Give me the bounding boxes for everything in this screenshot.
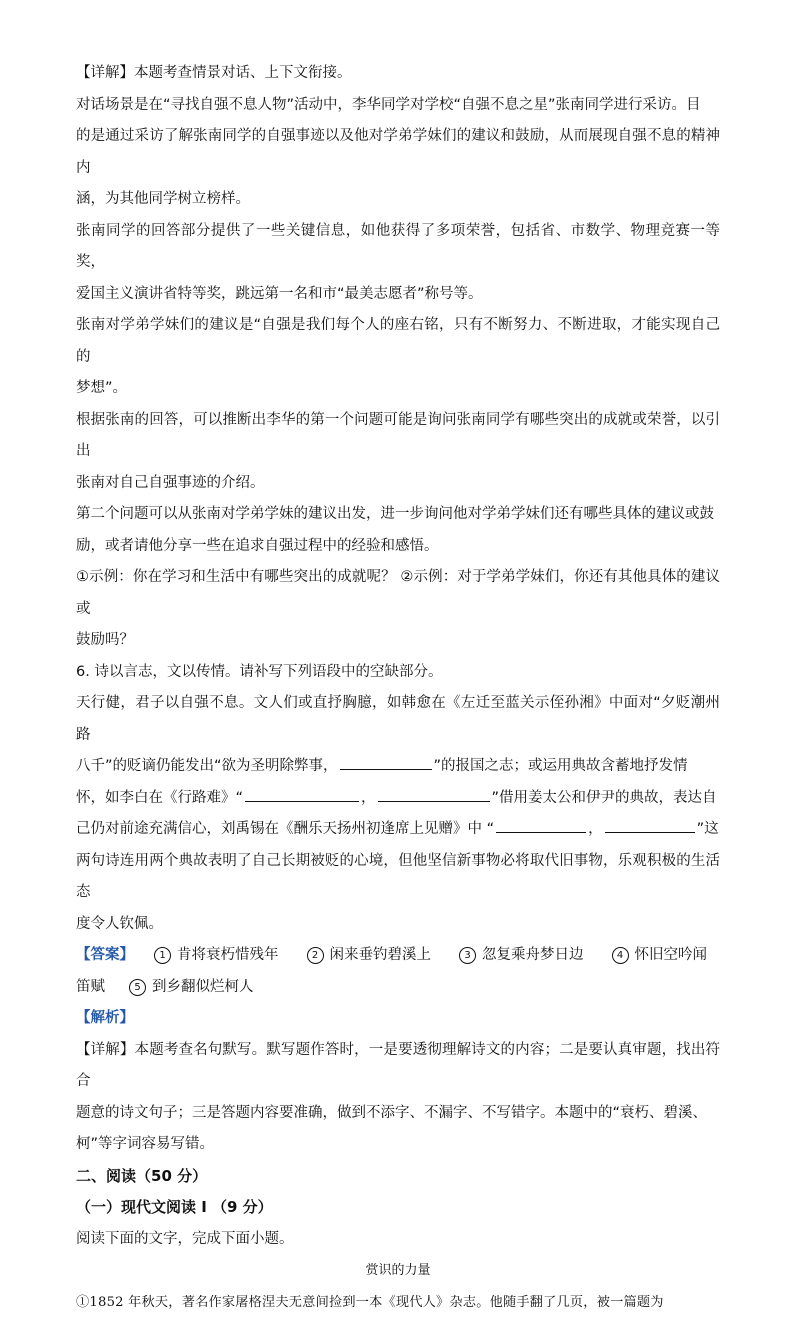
text-line: 励，或者请他分享一些在追求自强过程中的经验和感悟。 [76, 531, 720, 563]
text-segment: ”的报国之志；或运用典故含蓄地抒发情 [434, 758, 688, 774]
text-line: 对话场景是在“寻找自强不息人物”活动中，李华同学对学校“自强不息之星”张南同学进行采访。目 [76, 90, 720, 122]
answer-text-cont: 笛赋 [76, 972, 105, 1004]
text-line: 爱国主义演讲省特等奖，跳远第一名和市“最美志愿者”称号等。 [76, 279, 720, 311]
text-line: 题意的诗文句子；三是答题内容要准确，做到不添字、不漏字、不写错字。本题中的“衰朽、碧溪、 [76, 1098, 720, 1130]
analysis-label: 【解析】 [76, 1003, 720, 1035]
text-line [76, 783, 720, 815]
answer-number: 5 [129, 979, 146, 996]
answer-item [154, 940, 279, 972]
text-segment: 己仍对前途充满信心，刘禹锡在《酬乐天扬州初逢席上见赠》中 “ [76, 821, 494, 837]
answer-number: 2 [307, 947, 324, 964]
section-heading: 二、阅读（50 分） [76, 1161, 720, 1193]
text-line: 【详解】本题考查名句默写。默写题作答时，一是要透彻理解诗文的内容；二是要认真审题，找出符合 [76, 1035, 720, 1098]
answer-text: 怀旧空吟闻 [635, 947, 708, 963]
text-line: 张南对自己自强事迹的介绍。 [76, 468, 720, 500]
text-line: 度令人钦佩。 [76, 909, 720, 941]
answer-row [76, 972, 720, 1004]
subsection-heading: （一）现代文阅读 I （9 分） [76, 1192, 720, 1224]
text-line: 的是通过采访了解张南同学的自强事迹以及他对学弟学妹们的建议和鼓励，从而展现自强不息的精神内 [76, 121, 720, 184]
fill-blank-2[interactable] [245, 785, 359, 802]
answer-text: 到乡翻似烂柯人 [152, 979, 254, 995]
text-segment: ”这 [697, 821, 719, 837]
text-line: 天行健，君子以自强不息。文人们或直抒胸臆，如韩愈在《左迁至蓝关示侄孙湘》中面对“夕贬潮州路 [76, 688, 720, 751]
text-line: 第二个问题可以从张南对学弟学妹的建议出发，进一步询问他对学弟学妹们还有哪些具体的建议或鼓 [76, 499, 720, 531]
text-line: 柯”等字词容易写错。 [76, 1129, 720, 1161]
answer-text: 肯将衰朽惜残年 [177, 947, 279, 963]
fill-blank-4[interactable] [496, 816, 586, 833]
text-line: 两句诗连用两个典故表明了自己长期被贬的心境，但他坚信新事物必将取代旧事物，乐观积极的生活态 [76, 846, 720, 909]
fill-blank-3[interactable] [378, 785, 490, 802]
answer-label: 【答案】 [76, 940, 134, 972]
answer-text: 忽复乘舟梦日边 [482, 947, 584, 963]
text-line: 张南对学弟学妹们的建议是“自强是我们每个人的座右铭，只有不断努力、不断进取，才能实现自己的 [76, 310, 720, 373]
answer-number: 4 [612, 947, 629, 964]
text-line: 根据张南的回答，可以推断出李华的第一个问题可能是询问张南同学有哪些突出的成就或荣誉，以引出 [76, 405, 720, 468]
text-segment: ， [361, 790, 376, 806]
answer-item [307, 940, 432, 972]
text-line: ①示例：你在学习和生活中有哪些突出的成就呢？ ②示例：对于学弟学妹们，你还有其他具体的建议或 [76, 562, 720, 625]
text-line [76, 814, 720, 846]
document-page [76, 58, 720, 1318]
answer-text: 闲来垂钓碧溪上 [330, 947, 432, 963]
text-line: 张南同学的回答部分提供了一些关键信息，如他获得了多项荣誉，包括省、市数学、物理竞赛一等奖， [76, 216, 720, 279]
text-segment: 怀，如李白在《行路难》“ [76, 790, 243, 806]
answer-row [76, 940, 720, 972]
answer-item [129, 972, 254, 1004]
text-line [76, 751, 720, 783]
question-6-title: 6. 诗以言志，文以传情。请补写下列语段中的空缺部分。 [76, 657, 720, 689]
text-line: 梦想”。 [76, 373, 720, 405]
article-paragraph: ①1852 年秋天，著名作家屠格涅夫无意间捡到一本《现代人》杂志。他随手翻了几页，被一篇题为 [76, 1287, 720, 1318]
answer-item [459, 940, 584, 972]
answer-number: 3 [459, 947, 476, 964]
reading-instruction: 阅读下面的文字，完成下面小题。 [76, 1224, 720, 1256]
text-line: 涵，为其他同学树立榜样。 [76, 184, 720, 216]
text-segment: ”借用姜太公和伊尹的典故，表达自 [492, 790, 717, 806]
fill-blank-5[interactable] [605, 816, 695, 833]
article-title: 赏识的力量 [76, 1255, 720, 1287]
fill-blank-1[interactable] [340, 753, 432, 770]
text-segment: ， [588, 821, 603, 837]
text-segment: 八千”的贬谪仍能发出“欲为圣明除弊事， [76, 758, 338, 774]
answer-item [612, 940, 708, 972]
answer-number: 1 [154, 947, 171, 964]
detail-line: 【详解】本题考查情景对话、上下文衔接。 [76, 58, 720, 90]
text-line: 鼓励吗？ [76, 625, 720, 657]
